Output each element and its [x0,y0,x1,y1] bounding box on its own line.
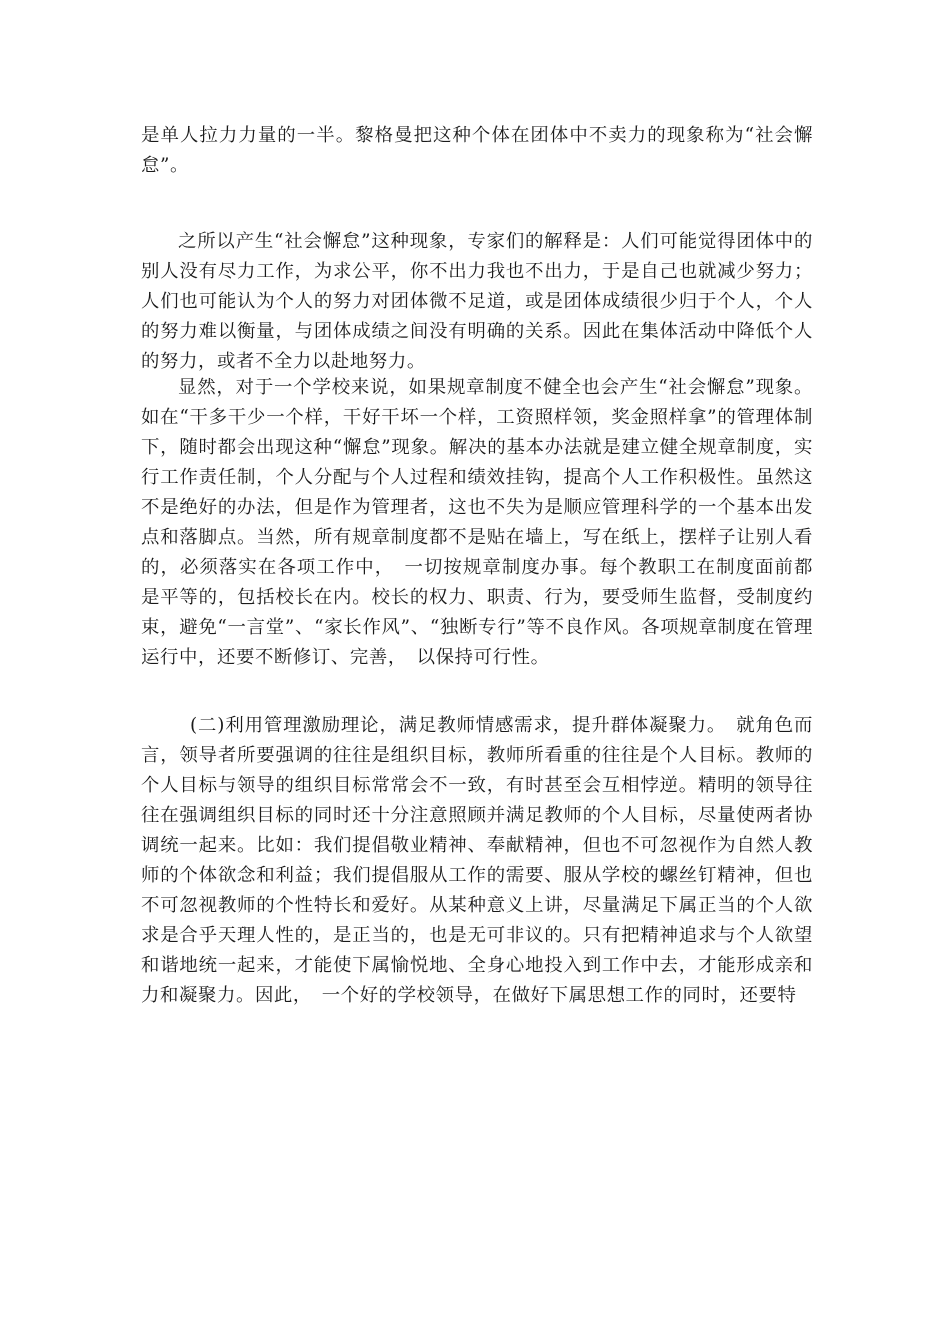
paragraph-school-regulations: 显然，对于一个学校来说，如果规章制度不健全也会产生“社会懈怠”现象。如在“干多干少一个样，干好干坏一个样，工资照样领，奖金照样拿”的管理体制下，随时都会出现这种“懈怠”现象。解决的基本办法就是建立健全规章制度，实行工作责任制，个人分配与个人过程和绩效挂钩，提高个人工作积极性。虽然这不是绝好的办法，但是作为管理者，这也不失为是顺应管理科学的一个基本出发点和落脚点。当然，所有规章制度都不是贴在墙上，写在纸上，摆样子让别人看的，必须落实在各项工作中， 一切按规章制度办事。每个教职工在制度面前都是平等的，包括校长在内。校长的权力、职责、行为，要受师生监督，受制度约束，避免“一言堂”、“家长作风”、“独断专行”等不良作风。各项规章制度在管理运行中，还要不断修订、完善， 以保持可行性。 [141,377,813,668]
paragraph-incentive-theory: (二)利用管理激励理论，满足教师情感需求，提升群体凝聚力。 就角色而言，领导者所要强调的往往是组织目标，教师所看重的往往是个人目标。教师的个人目标与领导的组织目标常常会不一致，有时甚至会互相悖逆。精明的领导往往在强调组织目标的同时还十分注意照顾并满足教师的个人目标，尽量使两者协调统一起来。比如：我们提倡敬业精神、奉献精神，但也不可忽视作为自然人教师的个体欲念和利益；我们提倡服从工作的需要、服从学校的螺丝钉精神，但也不可忽视教师的个性特长和爱好。从某种意义上讲，尽量满足下属正当的个人欲求是合乎天理人性的，是正当的，也是无可非议的。只有把精神追求与个人欲望和谐地统一起来，才能使下属愉悦地、全身心地投入到工作中去，才能形成亲和力和凝聚力。因此， 一个好的学校领导，在做好下属思想工作的同时，还要特 [141,715,813,1006]
paragraph-social-loafing-definition: 是单人拉力力量的一半。黎格曼把这种个体在团体中不卖力的现象称为“社会懈怠”。 [141,125,813,176]
paragraph-expert-explanation: 之所以产生“社会懈怠”这种现象，专家们的解释是：人们可能觉得团体中的别人没有尽力工作，为求公平，你不出力我也不出力，于是自己也就减少努力；人们也可能认为个人的努力对团体微不足道，或是团体成绩很少归于个人，个人的努力难以衡量，与团体成绩之间没有明确的关系。因此在集体活动中降低个人的努力，或者不全力以赴地努力。 [141,231,813,372]
